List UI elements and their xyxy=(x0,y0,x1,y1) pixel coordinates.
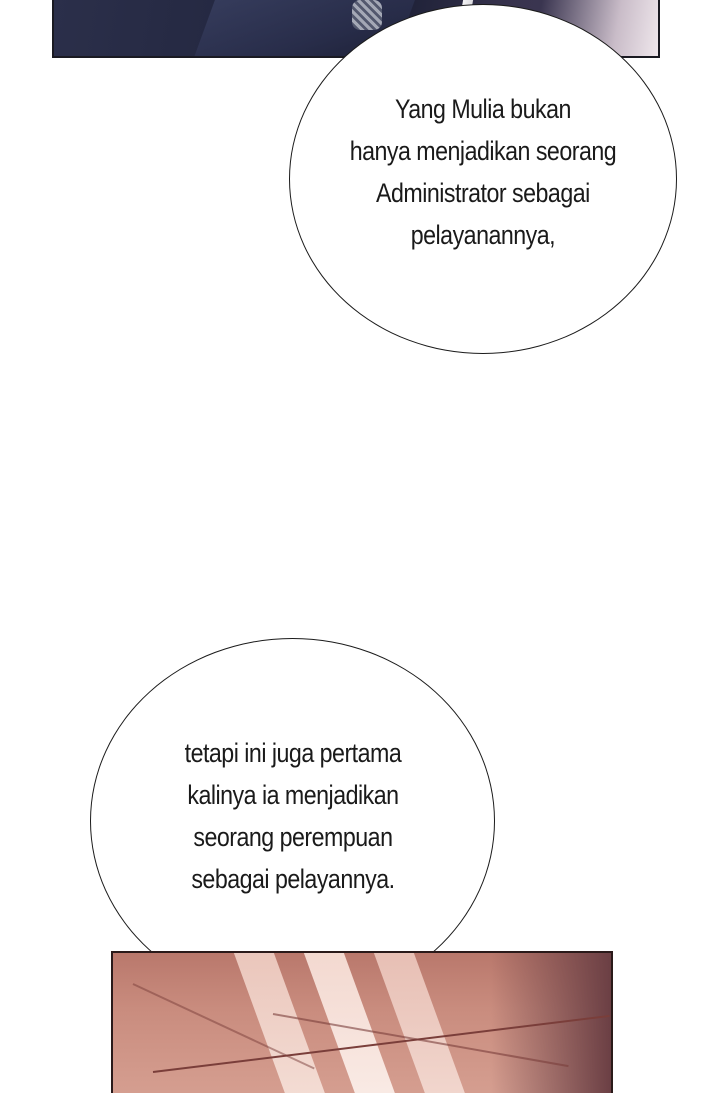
speech-line: pelayanannya, xyxy=(410,220,556,250)
bottom-comic-panel xyxy=(111,951,613,1093)
speech-line: tetapi ini juga pertama xyxy=(184,738,401,768)
speech-bubble-1 xyxy=(289,4,677,354)
speech-line: kalinya ia menjadikan xyxy=(186,780,399,810)
chain-detail-artwork xyxy=(352,0,382,30)
speech-line: Administrator sebagai xyxy=(376,178,590,208)
speech-line: seorang perempuan xyxy=(192,822,393,852)
speech-bubble-1-text xyxy=(350,88,616,256)
speech-bubble-2-text xyxy=(184,732,401,900)
speech-line: hanya menjadikan seorang xyxy=(349,136,617,166)
speech-line: sebagai pelayannya. xyxy=(190,864,395,894)
speech-bubble-2 xyxy=(90,638,495,1004)
speech-line: Yang Mulia bukan xyxy=(395,94,571,124)
